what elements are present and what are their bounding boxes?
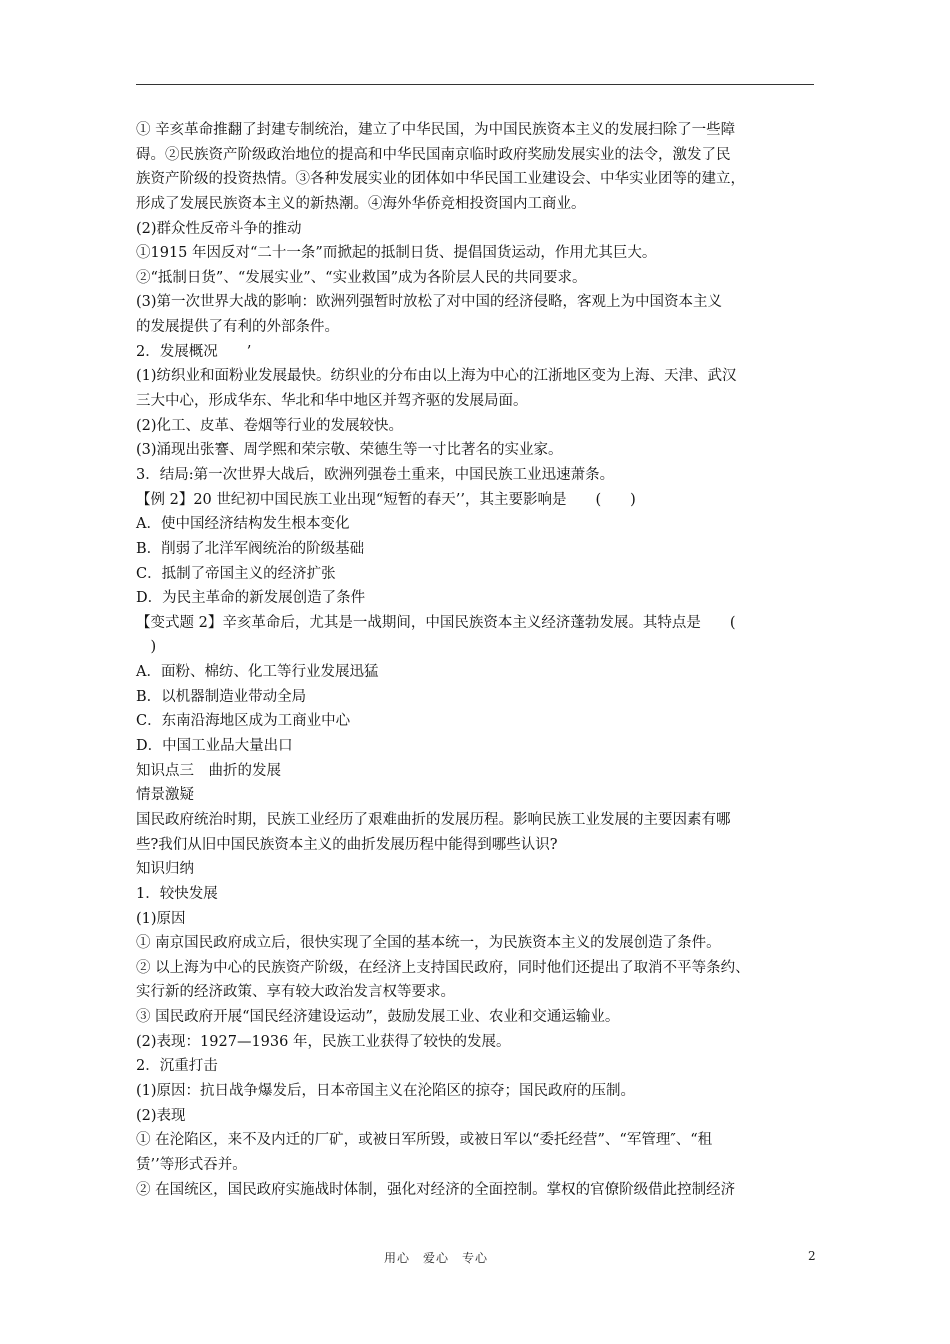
text-line: 1．较快发展 xyxy=(136,885,218,902)
text-line: 些?我们从旧中国民族资本主义的曲折发展历程中能得到哪些认识? xyxy=(136,836,558,853)
text-line: 实行新的经济政策、享有较大政治发言权等要求。 xyxy=(136,984,455,1001)
text-line: ② 在国统区，国民政府实施战时体制，强化对经济的全面控制。掌权的官僚阶级借此控制经济 xyxy=(136,1181,736,1198)
text-line: 【例 2】20 世纪初中国民族工业出现“短暂的春天’’，其主要影响是 ( ) xyxy=(136,491,636,508)
text-line: ② 以上海为中心的民族资产阶级，在经济上支持国民政府，同时他们还提出了取消不平等条约、 xyxy=(136,959,750,976)
text-line: 族资产阶级的投资热情。③各种发展实业的团体如中华民国工业建设会、中华实业团等的建立， xyxy=(136,171,745,188)
document-body xyxy=(136,118,826,1202)
text-line: 2．沉重打击 xyxy=(136,1058,218,1075)
text-line: ①1915 年因反对“二十一条”而掀起的抵制日货、提倡国货运动，作用尤其巨大。 xyxy=(136,245,657,262)
footer-motto: 用心 爱心 专心 xyxy=(384,1251,489,1265)
text-line: D．为民主革命的新发展创造了条件 xyxy=(136,590,366,607)
text-line: D．中国工业品大量出口 xyxy=(136,738,293,755)
header-rule xyxy=(136,84,814,85)
page-number: 2 xyxy=(808,1249,816,1263)
text-line: 碍。②民族资产阶级政治地位的提高和中华民国南京临时政府奖励发展实业的法令，激发了民 xyxy=(136,146,731,163)
text-line: (2)表现：1927—1936 年，民族工业获得了较快的发展。 xyxy=(136,1033,511,1050)
text-line: 2．发展概况 ’ xyxy=(136,343,252,360)
text-line: 国民政府统治时期，民族工业经历了艰难曲折的发展历程。影响民族工业发展的主要因素有哪 xyxy=(136,811,731,828)
text-line: (2)化工、皮革、卷烟等行业的发展较快。 xyxy=(136,417,404,434)
text-line: B．削弱了北洋军阀统治的阶级基础 xyxy=(136,540,365,557)
text-line: (1)原因 xyxy=(136,910,186,927)
text-line: 赁’’等形式吞并。 xyxy=(136,1156,247,1173)
text-line: ) xyxy=(136,639,157,656)
text-line: (1)原因：抗日战争爆发后，日本帝国主义在沦陷区的掠夺；国民政府的压制。 xyxy=(136,1082,636,1099)
text-line: 的发展提供了有利的外部条件。 xyxy=(136,319,339,336)
text-line: ②“抵制日货”、“发展实业”、“实业救国”成为各阶层人民的共同要求。 xyxy=(136,269,587,286)
text-line: 【变式题 2】辛亥革命后，尤其是一战期间，中国民族资本主义经济蓬勃发展。其特点是 ( xyxy=(136,614,736,631)
text-line: 知识点三 曲折的发展 xyxy=(136,762,281,779)
text-line: (3)涌现出张謇、周学熙和荣宗敬、荣德生等一寸比著名的实业家。 xyxy=(136,442,563,459)
text-line: 情景激疑 xyxy=(136,787,194,804)
text-line: 3．结局:第一次世界大战后，欧洲列强卷土重来，中国民族工业迅速萧条。 xyxy=(136,466,615,483)
text-line: ③ 国民政府开展“国民经济建设运动”，鼓励发展工业、农业和交通运输业。 xyxy=(136,1009,620,1026)
text-line: A．使中国经济结构发生根本变化 xyxy=(136,516,350,533)
text-line: 知识归纳 xyxy=(136,861,194,878)
text-line: (3)第一次世界大战的影响：欧洲列强暂时放松了对中国的经济侵略，客观上为中国资本主义 xyxy=(136,294,723,311)
text-line: ① 南京国民政府成立后，很快实现了全国的基本统一，为民族资本主义的发展创造了条件。 xyxy=(136,935,721,952)
text-line: ① 在沦陷区，来不及内迁的厂矿，或被日军所毁，或被日军以“委托经营”、“军管理″、“租 xyxy=(136,1132,713,1149)
text-line: ① 辛亥革命推翻了封建专制统治，建立了中华民国，为中国民族资本主义的发展扫除了一些障 xyxy=(136,122,736,138)
text-line: 形成了发展民族资本主义的新热潮。④海外华侨竞相投资国内工商业。 xyxy=(136,195,586,212)
text-line: C．抵制了帝国主义的经济扩张 xyxy=(136,565,336,582)
text-line: (2)表现 xyxy=(136,1107,186,1124)
text-line: (1)纺织业和面粉业发展最快。纺织业的分布由以上海为中心的江浙地区变为上海、天津、武汉 xyxy=(136,368,737,385)
text-line: (2)群众性反帝斗争的推动 xyxy=(136,220,302,237)
text-line: B．以机器制造业带动全局 xyxy=(136,688,307,705)
text-line: A．面粉、棉纺、化工等行业发展迅猛 xyxy=(136,664,379,681)
text-line: C．东南沿海地区成为工商业中心 xyxy=(136,713,351,730)
text-line: 三大中心，形成华东、华北和华中地区并驾齐驱的发展局面。 xyxy=(136,393,528,410)
